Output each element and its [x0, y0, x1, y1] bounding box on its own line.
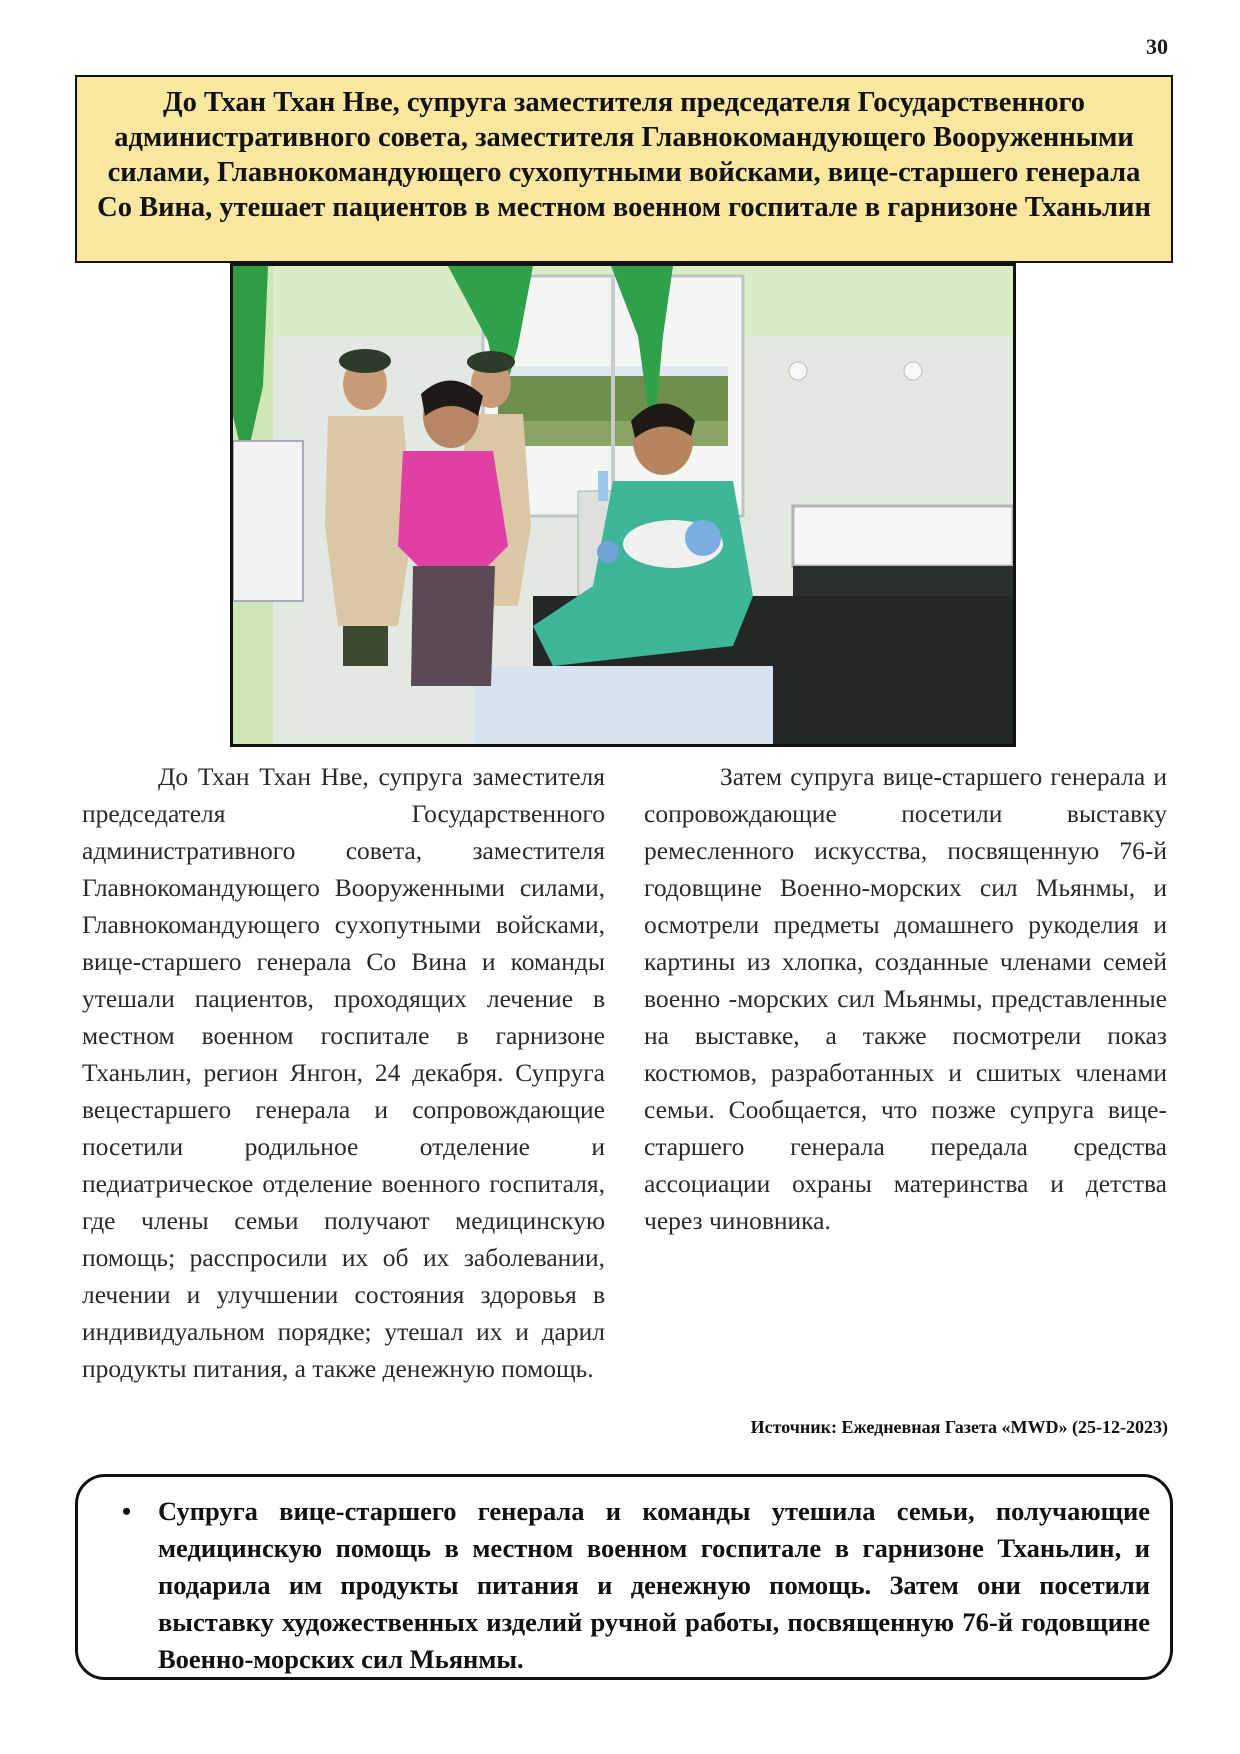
photo-visitor-skirt — [411, 566, 495, 686]
summary-item — [122, 1493, 1150, 1678]
summary-text: Супруга вице-старшего генерала и команды утешила семьи, получающие медицинскую помощь в местном военном госпитале в гарнизоне Тханьлин, и подарила им продукты питания и денежную помощь. Затем они посетили выставку художественных изделий ручной работы, посвященную 76-й годовщине Военно-морских сил Мьянмы. — [158, 1496, 1150, 1674]
photo-bed-right-frame — [793, 506, 1013, 566]
bullet-icon: • — [122, 1497, 132, 1526]
photo-bed-sheet — [473, 666, 773, 744]
article-column-left — [82, 758, 605, 1387]
source-citation: Источник: Ежедневная Газета «MWD» (25-12-2023) — [750, 1417, 1168, 1437]
hospital-visit-photo — [233, 266, 1013, 744]
article-paragraph-right: Затем супруга вице-старшего генерала и сопровождающие посетили выставку ремесленного искусства, посвященную 76-й годовщине Военно-морских сил Мьянмы, и осмотрели предметы домашнего рукоделия и картины из хлопка, созданные членами семей военно -морских сил Мьянмы, представленные на выставке, а также посмотрели показ костюмов, разработанных и сшитых членами семьи. Сообщается, что позже супруга вице-старшего генерала передала средства ассоциации охраны материнства и детства через чиновника. — [644, 762, 1167, 1235]
headline-box — [75, 75, 1173, 263]
summary-box — [75, 1474, 1173, 1680]
article-column-right — [644, 758, 1167, 1239]
photo-water-bottle — [598, 471, 608, 501]
headline-text: До Тхан Тхан Нве, супруга заместителя председателя Государственного административного совета, заместителя Главнокомандующего Вооруженными силами, Главнокомандующего сухопутными войсками, вице-старшего генерала Со Вина, утешает пациентов в местном военном госпитале в гарнизоне Тханьлин — [97, 87, 1151, 223]
photo-baby-hat — [685, 520, 721, 556]
photo-visitor-blouse — [398, 451, 508, 566]
article-photo — [230, 263, 1016, 747]
page-number: 30 — [1146, 34, 1168, 59]
photo-bed-left — [233, 441, 303, 601]
summary-list — [122, 1493, 1150, 1678]
article-paragraph-left: До Тхан Тхан Нве, супруга заместителя председателя Государственного административного совета, заместителя Главнокомандующего Вооруженными силами, Главнокомандующего сухопутными войсками, вице-старшего генерала Со Вина и команды утешали пациентов, проходящих лечение в местном военном госпитале в гарнизоне Тханьлин, регион Янгон, 24 декабря. Супруга вецестаршего генерала и сопровождающие посетили родильное отделение и педиатрическое отделение военного госпиталя, где члены семьи получают медицинскую помощь; расспросили их об их заболевании, лечении и улучшении состояния здоровья в индивидуальном порядке; утешал их и дарил продукты питания, а также денежную помощь. — [82, 762, 605, 1383]
